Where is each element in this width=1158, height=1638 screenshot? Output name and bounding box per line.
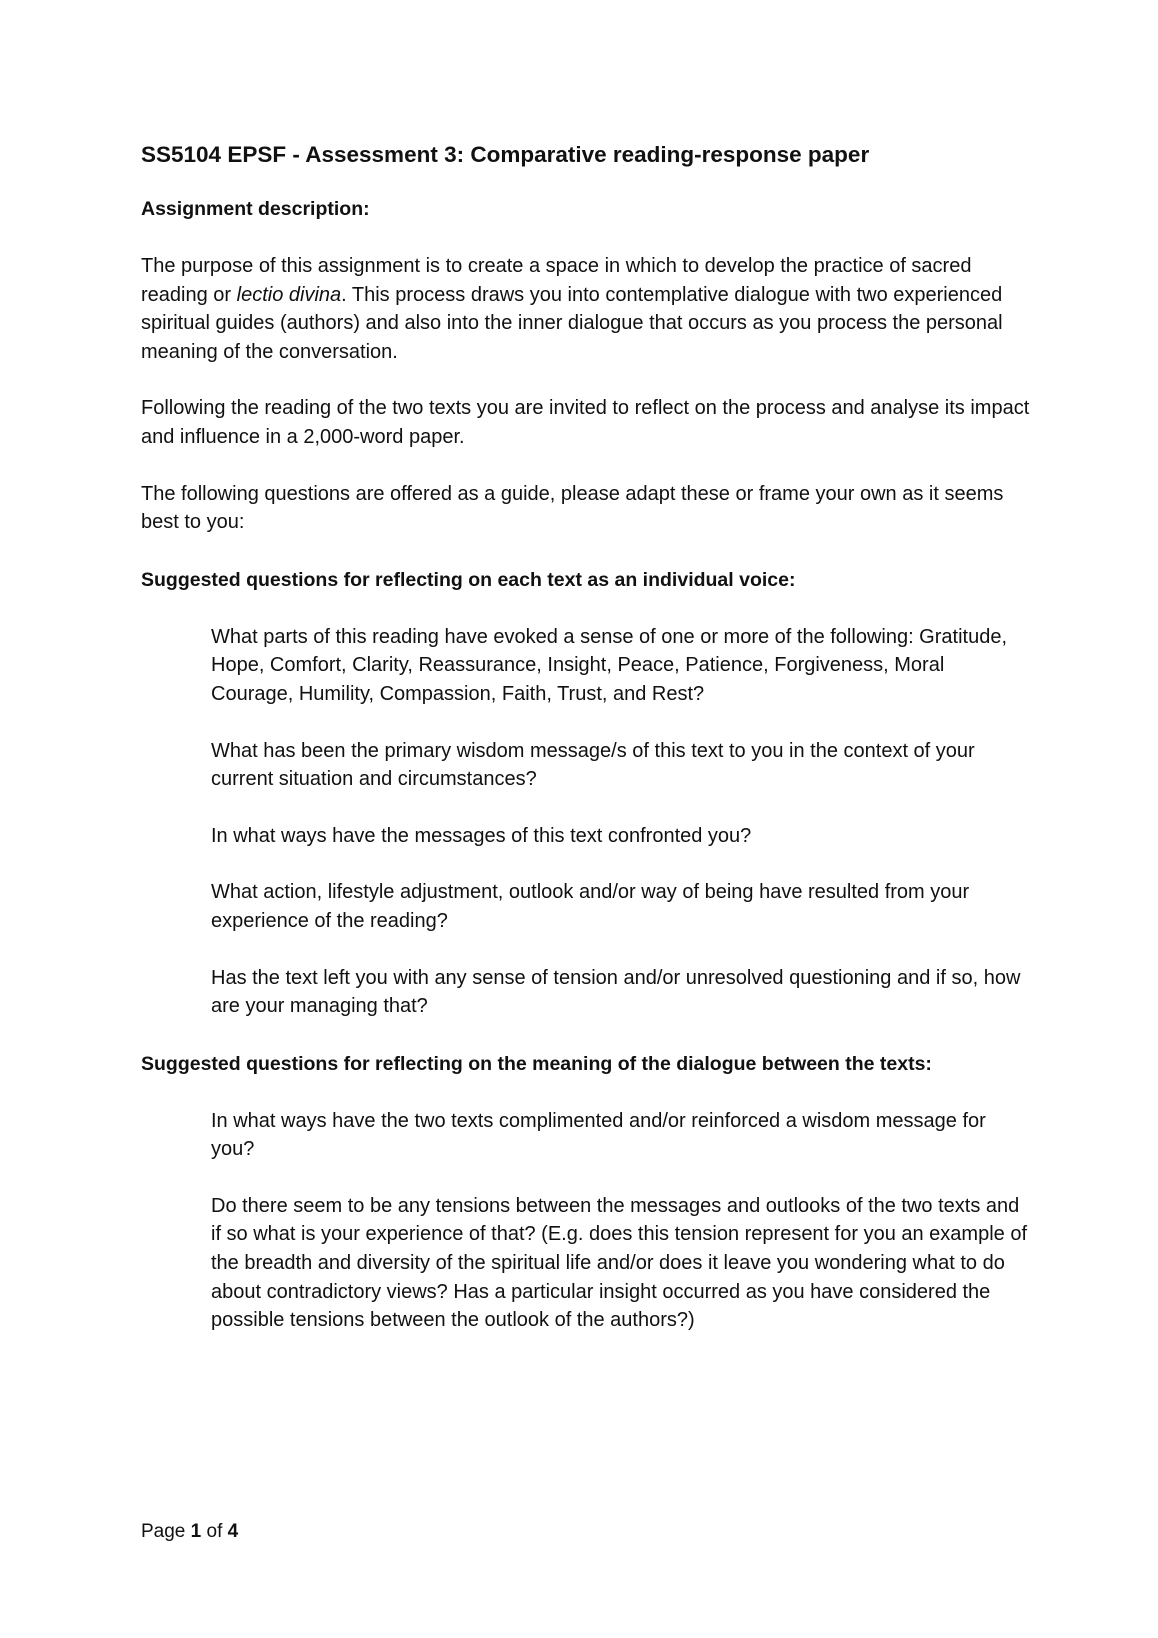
question-item: What parts of this reading have evoked a sense of one or more of the following: Gratitude, Hope, Comfort, Clarity, Reassurance, Insight, Peace, Patience, Forgiveness, Moral Courage, Humility, Compassion, Faith, Trust, and Rest? — [211, 625, 1008, 705]
intro-paragraph — [141, 252, 1031, 366]
document-content — [141, 140, 1031, 1363]
reading-paragraph: Following the reading of the two texts you are invited to reflect on the process and analyse its impact and influence in a 2,000-word paper. — [141, 397, 1030, 448]
question-item: Has the text left you with any sense of tension and/or unresolved questioning and if so, how are your managing that? — [211, 966, 1021, 1018]
page-number-footer — [141, 1518, 238, 1546]
page-label: Page — [141, 1521, 186, 1542]
question-item: In what ways have the messages of this text confronted you? — [211, 824, 752, 847]
document-title: SS5104 EPSF - Assessment 3: Comparative reading-response paper — [141, 142, 870, 167]
assignment-description-heading: Assignment description: — [141, 198, 370, 220]
total-pages-number: 4 — [227, 1521, 239, 1542]
section2-questions — [211, 1107, 1031, 1335]
intro-text-part1: The purpose of this assignment is to create a space in which to develop the practice of sacred reading or — [141, 255, 972, 306]
intro-italic-term: lectio divina — [236, 283, 342, 306]
section2-heading: Suggested questions for reflecting on the meaning of the dialogue between the texts: — [141, 1052, 932, 1075]
current-page-number: 1 — [190, 1521, 202, 1542]
of-label: of — [206, 1521, 223, 1542]
intro-text-part2: . This process draws you into contemplative dialogue with two experienced spiritual guides (authors) and also into the inner dialogue that occurs as you process the personal meaning of the conversation. — [141, 283, 1003, 363]
question-item: What action, lifestyle adjustment, outlook and/or way of being have resulted from your experience of the reading? — [211, 881, 970, 932]
section1-questions — [211, 623, 1031, 1021]
question-item: In what ways have the two texts complimented and/or reinforced a wisdom message for you? — [211, 1109, 986, 1161]
question-item: Do there seem to be any tensions between the messages and outlooks of the two texts and if so what is your experience of that? (E.g. does this tension represent for you an example of the breadth and diversity of the spiritual life and/or does it leave you wondering what to do about contradictory views? Has a particular insight occurred as you have considered the possible tensions between the outlook of the authors?) — [211, 1194, 1028, 1332]
question-item: What has been the primary wisdom message/s of this text to you in the context of your current situation and circumstances? — [211, 739, 975, 791]
section1-heading: Suggested questions for reflecting on each text as an individual voice: — [141, 568, 796, 591]
guide-paragraph: The following questions are offered as a guide, please adapt these or frame your own as it seems best to you: — [141, 482, 1004, 534]
